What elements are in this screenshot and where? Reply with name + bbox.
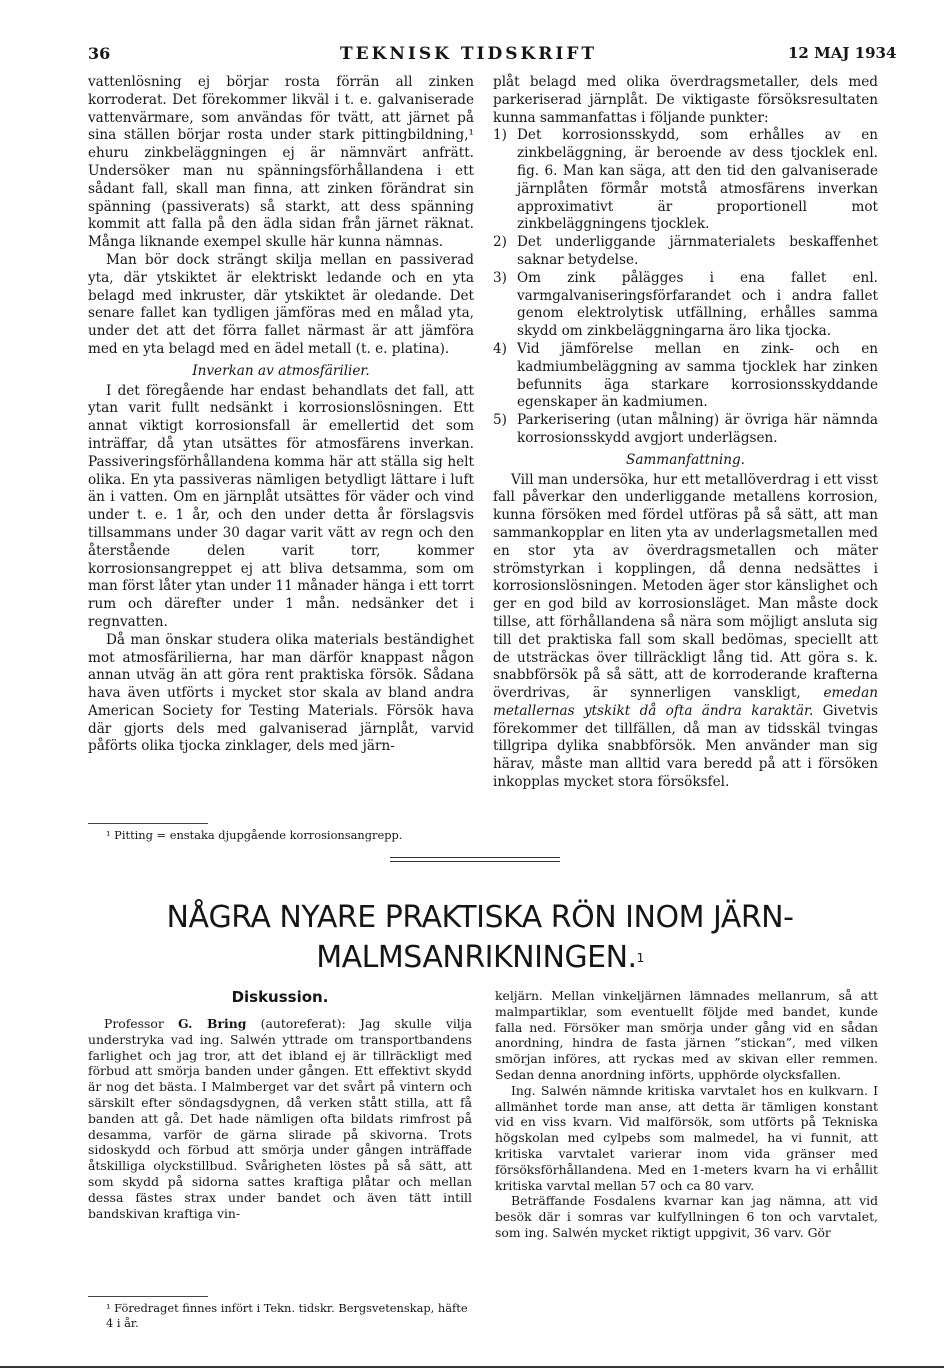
article-title <box>100 898 860 978</box>
list-text: Parkerisering (utan målning) är övriga här nämnda korrosionsskydd avgjort underlägsen. <box>517 412 878 446</box>
footnote: ¹ Föredraget finnes infört i Tekn. tidskr. Bergsvetenskap, häfte 4 i år. <box>106 1301 468 1330</box>
footnote: ¹ Pitting = enstaka djupgående korrosionsangrepp. <box>106 828 403 842</box>
list-number: 5) <box>493 412 507 429</box>
issue-date: 12 MAJ 1934 <box>788 44 897 62</box>
page-number: 36 <box>88 44 111 63</box>
paragraph <box>88 1016 472 1221</box>
journal-title: TEKNISK TIDSKRIFT <box>340 44 598 64</box>
section-heading: Diskussion. <box>231 988 329 1006</box>
discussion-right-column <box>495 988 878 1241</box>
summary-paragraph <box>493 472 878 792</box>
section-divider <box>390 857 560 858</box>
paragraph: Då man önskar studera olika materials beständighet mot atmosfärilierna, har man därför knappast någon annan utväg än att göra rent praktiska försök. Sådana hava även utförts i mycket stor skala av bland andra American Society for Testing Materials. Försök hava där gjorts dels med galvaniserad järnplåt, varvid påförts olika tjocka zinklager, dels med järn- <box>88 631 474 755</box>
summary-text: Givetvis förekommer det tillfällen, då man av tidsskäl tvingas tillgripa dylika snabbförsök. Men använder man sig härav, måste man alltid vara beredd på att i försöken inkopplas mycket stora försöksfel. <box>493 702 878 791</box>
title-line: NÅGRA NYARE PRAKTISKA RÖN INOM JÄRN- <box>166 900 794 935</box>
title-footnote-mark: 1 <box>636 951 644 965</box>
footnote-rule <box>88 1296 208 1297</box>
paragraph: I det föregående har endast behandlats det fall, att ytan varit fullt nedsänkt i korrosionslösningen. Ett annat viktigt korrosionsfall är emellertid det som inträffar, då ytan utsättes för atmosfärens inverkan. Passiveringsförhållandena komma här att ställa sig helt olika. En yta passiveras nämligen betydligt lättare i luft än i vatten. Om en järnplåt utsättes för väder och vind under t. e. 1 år, och den under detta år förslagsvis tillsammans under 30 dagar varit vätt av regn och den återstående delen varit torr, kommer korrosionsangreppet ej att bliva detsamma, som om man först låter ytan under 11 månader hänga i ett torrt rum och därefter under 1 mån. nedsänker det i regnvatten. <box>88 382 474 630</box>
list-text: Om zink pålägges i ena fallet enl. varmgalvaniseringsförfarandet och i andra fallet genom elektrolytisk utfällning, erhålles samma skydd om zinkbeläggningarna äro lika tjocka. <box>517 269 878 340</box>
paragraph: plåt belagd med olika överdragsmetaller, dels med parkeriserad järnplåt. De viktigaste försöksresultaten kunna sammanfattas i följande punkter: <box>493 74 878 126</box>
title-text: MALMSANRIKNINGEN. <box>316 940 637 975</box>
speaker-name: G. Bring <box>177 1016 247 1031</box>
summary-text: Vill man undersöka, hur ett metallöverdrag i ett visst fall påverkar den underliggande metallens korrosion, kunna försöken med fördel utföras på så sätt, att man sammankopplar en liten yta av underlagsmetallen med en stor yta av överdragsmetallen och mäter strömstyrkan i kopplingen, då denna nedsättes i korrosionslösningen. Metoden äger stor känslighet och ger en god bild av korrosionsläget. Man måste dock tillse, att förhållandena så nära som möjligt ansluta sig till det praktiska fall som skall bedömas, speciellt att de utsträckas över tillräckligt lång tid. Att göra s. k. snabbförsök på så sätt, att de korroderande krafterna överdrivas, är synnerligen vanskligt, <box>493 471 878 702</box>
results-list <box>493 127 878 447</box>
paragraph: Man bör dock strängt skilja mellan en passiverad yta, där ytskiktet är elektriskt ledande och en yta belagd med inkruster, där ytskiktet är oledande. Det senare fallet kan tydligen jämföras med en målad yta, under det att det förra fallet närmast är att jämföra med en yta belagd med en ädel metall (t. e. platina). <box>88 251 474 357</box>
left-column <box>88 74 474 756</box>
title-line-2 <box>100 938 860 978</box>
list-text: Det korrosionsskydd, som erhålles av en zinkbeläggning, är beroende av dess tjocklek enl. fig. 6. Man kan säga, att den tid den galvaniserade järnplåten förmår motstå atmosfärens inverkan approximativt är proportionell mot zinkbeläggningens tjocklek. <box>517 127 878 233</box>
list-item <box>493 412 878 448</box>
list-item <box>493 270 878 341</box>
section-divider <box>390 861 560 862</box>
list-number: 4) <box>493 340 507 357</box>
right-column <box>493 74 878 792</box>
list-text: Vid jämförelse mellan en zink- och en kadmiumbeläggning av samma tjocklek har zinken befunnits äga starkare korrosionsskyddande egenskaper än kadmiumen. <box>517 340 878 411</box>
paragraph-text: (autoreferat): Jag skulle vilja understryka vad ing. Salwén yttrade om transportbandens farlighet och jag tror, att det ibland ej är tillräckligt med förbud att smörja banden under gången. Ett effektivt skydd är nog det bästa. I Malmberget var det svårt på vintern och särskilt efter söndagsdygnen, då verken stått stilla, att få banden att gå. Det hade nämligen ofta bildats rimfrost på desamma, varför de gärna slirade på skivorna. Trots sidoskydd och förbud att smörja under gången inträffade åtskilliga olyckstillbud. Svårigheten löstes på så sätt, att som skydd på sidorna sattes kraftiga plåtar och mellan dessa fästes strax under bandet och även tätt intill bandskivan kraftiga vin- <box>88 1016 472 1221</box>
list-number: 2) <box>493 234 507 251</box>
page-edge <box>0 1366 944 1368</box>
list-number: 3) <box>493 269 507 286</box>
discussion-left-column <box>88 1016 472 1221</box>
list-text: Det underliggande järnmaterialets beskaffenhet saknar betydelse. <box>517 234 878 268</box>
paragraph: vattenlösning ej börjar rosta förrän all zinken korroderat. Det förekommer likväl i t. e. galvaniserade vattenvärmare, som användas för tvätt, att järnet på sina ställen börjar rosta under stark pittingbildning,¹ ehuru zinkbeläggningen ej är nämnvärt anfrätt. Undersöker man nu spänningsförhållandena i ett sådant fall, skall man finna, att zinken förändrat sin spänning (passiverats) så starkt, att dess spänning kommit att falla på den ädla sidan från järnet räknat. Många liknande exempel skulle här kunna nämnas. <box>88 74 474 251</box>
summary-emphasis: emedan metallernas ytskikt då ofta ändra karaktär. <box>493 685 878 719</box>
paragraph: Beträffande Fosdalens kvarnar kan jag nämna, att vid besök där i somras var kulfyllningen 6 ton och varvtalet, som ing. Salwén mycket riktigt uppgivit, 36 varv. Gör <box>495 1193 878 1240</box>
list-number: 1) <box>493 127 507 144</box>
list-item <box>493 127 878 234</box>
paragraph: keljärn. Mellan vinkeljärnen lämnades mellanrum, så att malmpartiklar, som eventuellt följde med bandet, kunde falla ned. Försöker man smörja under gång vid en sådan anordning, hindra de fasta järnen ”stickan”, med vilken smörjan införes, att ryckas med av skivan eller remmen. Sedan denna anordning införts, upphörde olycksfallen. <box>495 988 878 1082</box>
speaker-title: Professor <box>104 1016 164 1031</box>
section-subheading: Sammanfattning. <box>626 451 745 468</box>
paragraph: Ing. Salwén nämnde kritiska varvtalet hos en kulkvarn. I allmänhet torde man anse, att detta är tämligen konstant vid en viss kvarn. Vid malförsök, som utförts på Tekniska högskolan med cylpebs som malmedel, ha vi funnit, att kritiska varvtalet varierar inom vida gränser med försöksförhållandena. Med en 1-meters kvarn ha vi erhållit kritiska varvtal mellan 57 och ca 80 varv. <box>495 1082 878 1193</box>
footnote-rule <box>88 823 208 824</box>
list-item <box>493 341 878 412</box>
list-item <box>493 234 878 270</box>
section-subheading: Inverkan av atmosfärilier. <box>192 362 370 379</box>
